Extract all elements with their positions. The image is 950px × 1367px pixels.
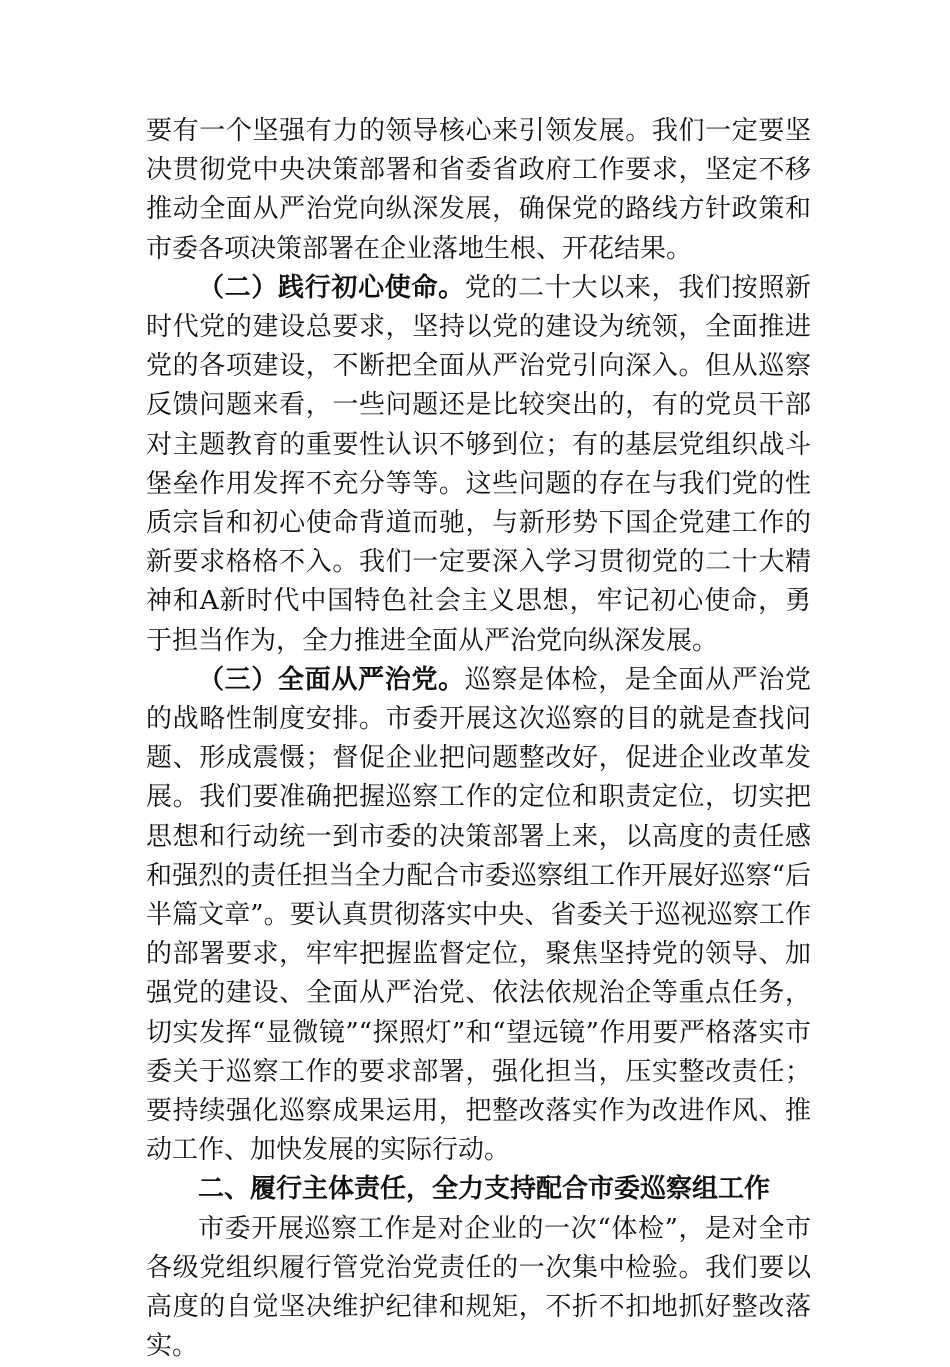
paragraph-continuation: 要有一个坚强有力的领导核心来引领发展。我们一定要坚决贯彻党中央决策部署和省委省政府工作要求，坚定不移推动全面从严治党向纵深发展，确保党的路线方针政策和市委各项决策部署在企业落地生根、开花结果。 xyxy=(146,116,811,264)
paragraph-body: 巡察是体检，是全面从严治党的战略性制度安排。市委开展这次巡察的目的就是查找问题、形成震慑；督促企业把问题整改好，促进企业改革发展。我们要准确把握巡察工作的定位和职责定位，切实把思想和行动统一到市委的决策部署上来，以高度的责任感和强烈的责任担当全力配合市委巡察组工作开展好巡察“后半篇文章”。要认真贯彻落实中央、省委关于巡视巡察工作的部署要求，牢牢把握监督定位，聚焦坚持党的领导、加强党的建设、全面从严治党、依法依规治企等重点任务，切实发挥“显微镜”“探照灯”和“望远镜”作用要严格落实市委关于巡察工作的要求部署，强化担当，压实整改责任；要持续强化巡察成果运用，把整改落实作为改进作风、推动工作、加快发展的实际行动。 xyxy=(146,664,811,1166)
subheading-initial-mission: （二）践行初心使命。 xyxy=(198,272,465,303)
document-body xyxy=(146,112,811,1367)
paragraph-initial-mission xyxy=(146,269,811,661)
subheading-strict-governance: （三）全面从严治党。 xyxy=(198,664,465,695)
paragraph-body: 党的二十大以来，我们按照新时代党的建设总要求，坚持以党的建设为统领，全面推进党的各项建设，不断把全面从严治党引向深入。但从巡察反馈问题来看，一些问题还是比较突出的，有的党员干部对主题教育的重要性认识不够到位；有的基层党组织战斗堡垒作用发挥不充分等等。这些问题的存在与我们党的性质宗旨和初心使命背道而驰，与新形势下国企党建工作的新要求格格不入。我们一定要深入学习贯彻党的二十大精神和A新时代中国特色社会主义思想，牢记初心使命，勇于担当作为，全力推进全面从严治党向纵深发展。 xyxy=(146,272,811,656)
section-heading: 二、履行主体责任，全力支持配合市委巡察组工作 xyxy=(198,1174,771,1205)
paragraph-inspection: 市委开展巡察工作是对企业的一次“体检”，是对全市各级党组织履行管党治党责任的一次集中检验。我们要以高度的自觉坚决维护纪律和规矩，不折不扣地抓好整改落实。 xyxy=(146,1213,811,1362)
paragraph-strict-governance xyxy=(146,661,811,1171)
